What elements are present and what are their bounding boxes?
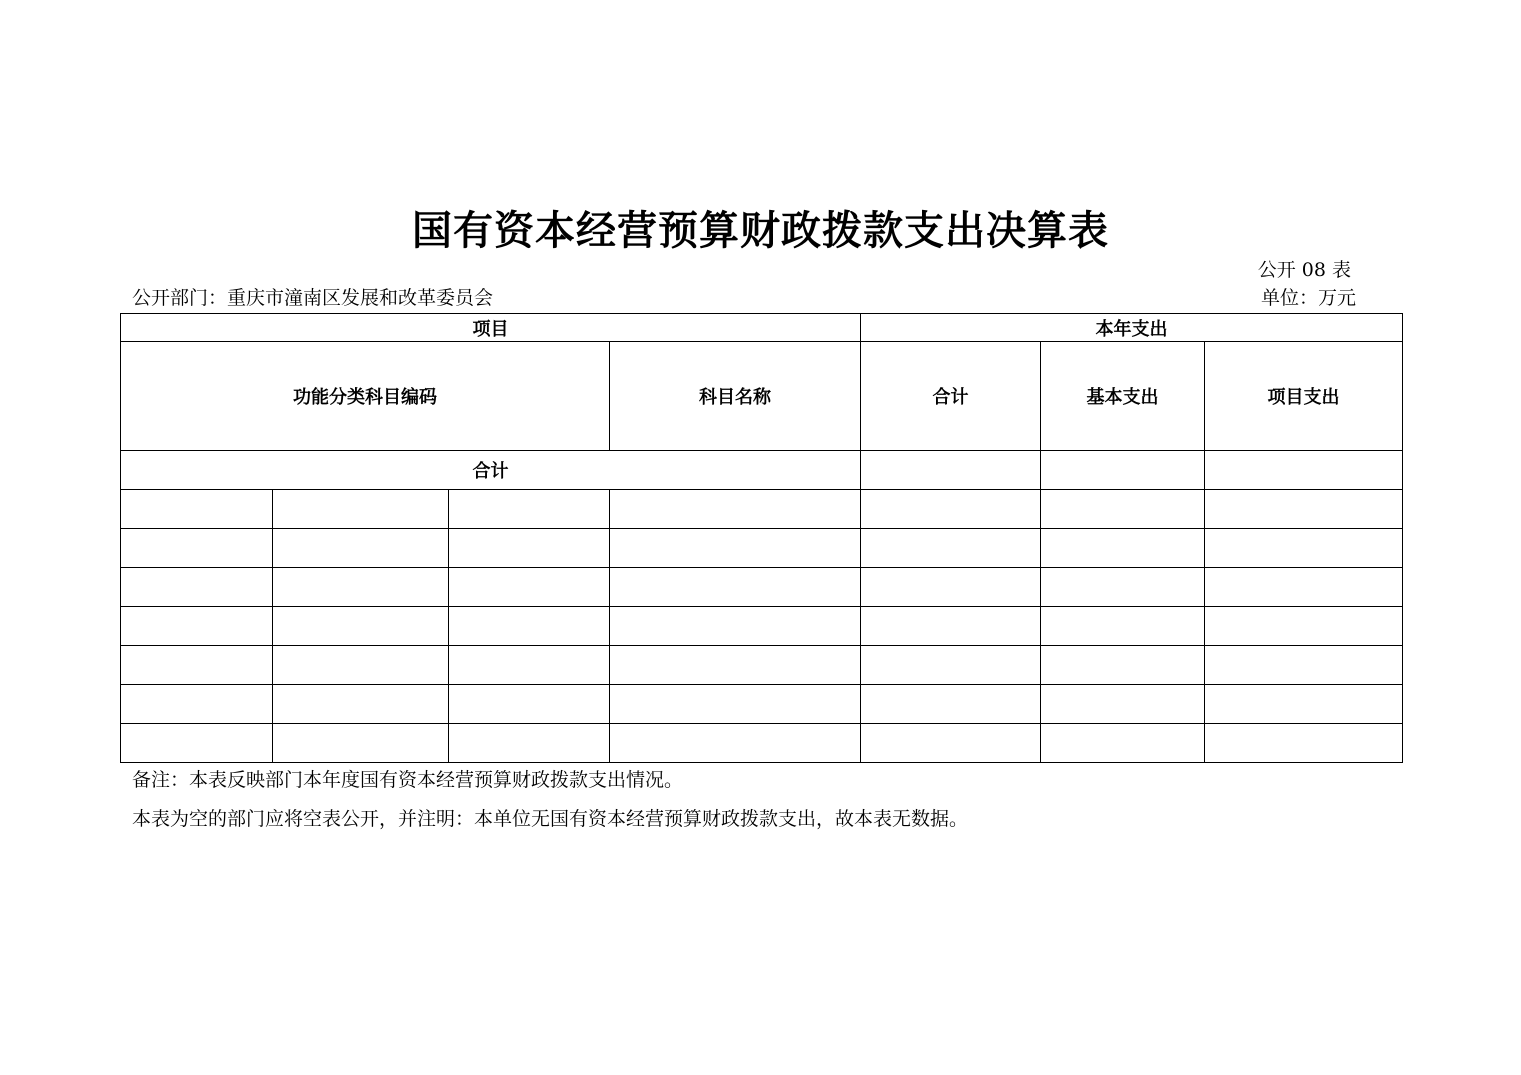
table-cell [1041,607,1205,646]
table-cell [861,646,1041,685]
table-cell [1205,490,1403,529]
unit-label: 单位：万元 [1260,287,1356,309]
table-cell [273,646,449,685]
table-cell [1205,568,1403,607]
table-cell [1041,685,1205,724]
table-cell [449,685,610,724]
col-name-header: 科目名称 [610,342,861,451]
table-cell [861,490,1041,529]
table-cell [610,529,861,568]
header-current-year: 本年支出 [861,314,1403,342]
table-cell [1041,568,1205,607]
table-cell [1041,451,1205,490]
table-cell [1041,529,1205,568]
header-item: 项目 [121,314,861,342]
table-cell [121,568,273,607]
table-cell [610,724,861,763]
table-cell [449,568,610,607]
table-row [121,685,1403,724]
total-row-label: 合计 [121,451,861,490]
table-cell [1205,607,1403,646]
table-number: 公开 08 表 [1257,259,1351,281]
total-row [121,451,1403,490]
header-row-1 [121,314,1403,342]
note-line-2: 本表为空的部门应将空表公开，并注明：本单位无国有资本经营预算财政拨款支出，故本表无数据。 [132,808,969,830]
table-cell [1205,685,1403,724]
table-cell [449,490,610,529]
table-cell [610,685,861,724]
col-code-header: 功能分类科目编码 [121,342,610,451]
table-row [121,646,1403,685]
table-cell [273,490,449,529]
table-cell [1205,529,1403,568]
table-cell [861,685,1041,724]
table-cell [861,607,1041,646]
table-cell [610,607,861,646]
col-project-header: 项目支出 [1205,342,1403,451]
department-label: 公开部门：重庆市潼南区发展和改革委员会 [132,287,494,309]
table-row [121,490,1403,529]
table-cell [610,646,861,685]
table-cell [1041,646,1205,685]
expenditure-table [120,313,1403,763]
page-title: 国有资本经营预算财政拨款支出决算表 [412,207,1109,254]
table-cell [121,724,273,763]
table-cell [449,529,610,568]
col-total-header: 合计 [861,342,1041,451]
table-row [121,724,1403,763]
table-cell [1205,724,1403,763]
table-cell [273,529,449,568]
table-cell [449,724,610,763]
table-cell [273,724,449,763]
table-cell [121,685,273,724]
table-cell [861,451,1041,490]
table-cell [1041,490,1205,529]
table-cell [121,490,273,529]
table-cell [273,568,449,607]
table-row [121,568,1403,607]
table-cell [273,685,449,724]
table-cell [449,646,610,685]
table-cell [273,607,449,646]
table-cell [1041,724,1205,763]
table-cell [610,568,861,607]
header-row-2 [121,342,1403,451]
table-row [121,607,1403,646]
table-cell [861,529,1041,568]
table-cell [1205,451,1403,490]
table-cell [121,529,273,568]
table-row [121,529,1403,568]
table-cell [1205,646,1403,685]
table-cell [861,568,1041,607]
table-cell [449,607,610,646]
col-basic-header: 基本支出 [1041,342,1205,451]
table-cell [121,607,273,646]
table-cell [610,490,861,529]
table-cell [861,724,1041,763]
table-cell [121,646,273,685]
note-line-1: 备注：本表反映部门本年度国有资本经营预算财政拨款支出情况。 [132,769,684,791]
